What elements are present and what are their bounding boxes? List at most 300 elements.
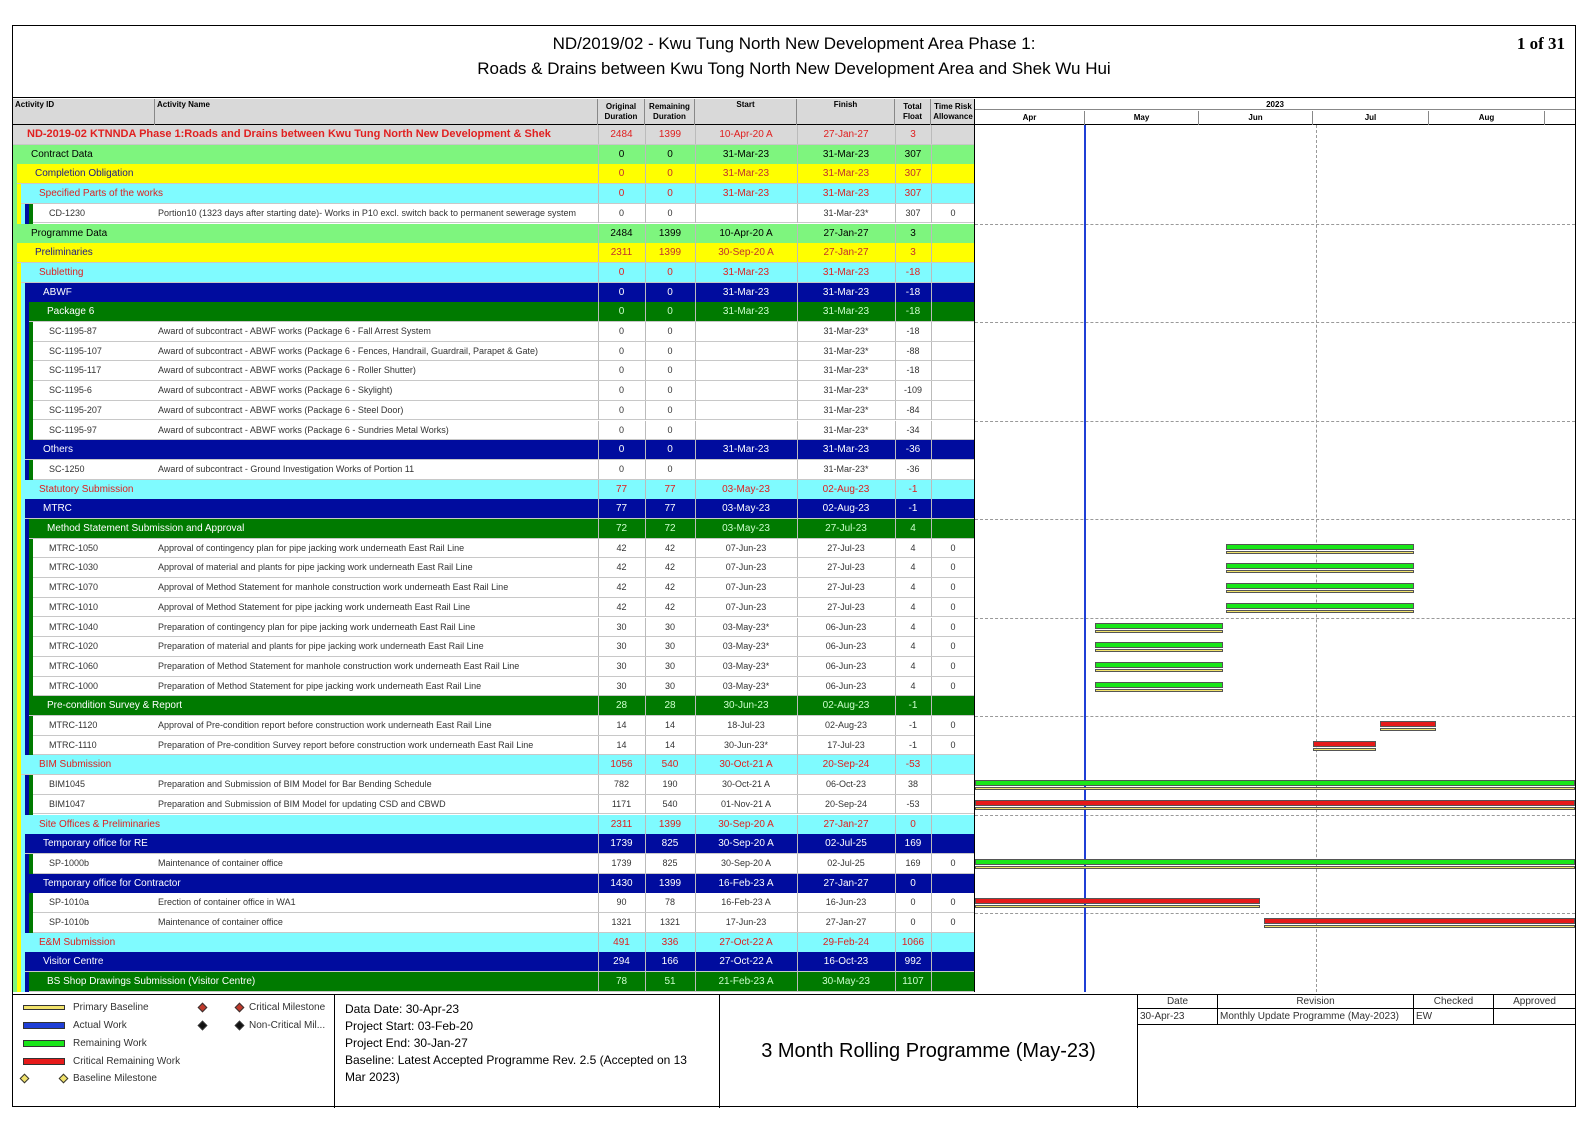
wbs-group-row[interactable]: [13, 243, 975, 263]
cell-finish: 31-Mar-23*: [823, 404, 869, 415]
row-gridline: [975, 618, 1575, 619]
cell-divider: [598, 637, 599, 656]
remaining-bar[interactable]: [1226, 603, 1414, 609]
col-total-float[interactable]: Total Float: [895, 99, 931, 125]
cell-divider: [895, 952, 896, 971]
cell-od: 30: [616, 621, 627, 632]
activity-id: SC-1250: [49, 463, 85, 474]
cell-tf: 0: [910, 917, 916, 927]
cell-divider: [645, 204, 646, 223]
cell-start: 31-Mar-23: [722, 266, 770, 278]
level-stripe: [17, 184, 21, 204]
col-start[interactable]: Start: [695, 99, 797, 125]
cell-divider: [931, 618, 932, 637]
col-time-risk[interactable]: Time Risk Allowance: [933, 102, 973, 121]
cell-tra: [931, 755, 975, 774]
cell-tra: [931, 933, 975, 952]
activity-name: Erection of container office in WA1: [158, 897, 296, 908]
critical-bar[interactable]: [975, 800, 1575, 806]
level-stripe: [29, 736, 33, 756]
remaining-bar[interactable]: [1095, 682, 1223, 688]
cell-divider: [895, 243, 896, 262]
activity-row[interactable]: [13, 361, 975, 381]
activity-row[interactable]: [13, 598, 975, 618]
cell-divider: [645, 736, 646, 755]
activity-row[interactable]: [13, 342, 975, 362]
level-stripe: [17, 263, 21, 283]
wbs-group-row[interactable]: [13, 164, 975, 184]
critical-bar[interactable]: [1380, 721, 1436, 727]
activity-row[interactable]: [13, 893, 975, 913]
cell-divider: [895, 637, 896, 656]
wbs-group-row[interactable]: [13, 755, 975, 775]
cell-divider: [695, 716, 696, 735]
cell-start: 30-Sep-20 A: [718, 247, 774, 259]
cell-divider: [931, 933, 932, 952]
cell-divider: [931, 421, 932, 440]
cell-divider: [931, 874, 932, 893]
cell-tra: 0: [950, 917, 956, 927]
cell-divider: [797, 677, 798, 696]
cell-tra: [931, 834, 975, 853]
remaining-bar[interactable]: [975, 780, 1575, 786]
cell-finish: 31-Mar-23: [822, 444, 870, 456]
critical-milestone-icon: [198, 1003, 208, 1013]
critical-bar[interactable]: [1313, 741, 1377, 747]
cell-divider: [797, 125, 798, 144]
remaining-bar[interactable]: [975, 859, 1575, 865]
cell-divider: [895, 598, 896, 617]
cell-finish: 31-Mar-23*: [823, 365, 869, 376]
cell-od: 1056: [610, 759, 633, 771]
wbs-group-row[interactable]: [13, 874, 975, 894]
cell-divider: [797, 558, 798, 577]
activity-row[interactable]: [13, 716, 975, 736]
cell-start: 03-May-23: [722, 483, 770, 495]
cell-tf: -18: [905, 306, 921, 318]
baseline-bar: [975, 905, 1260, 908]
cell-divider: [797, 342, 798, 361]
cell-divider: [895, 224, 896, 243]
cell-divider: [931, 598, 932, 617]
col-activity-id[interactable]: Activity ID: [13, 99, 155, 125]
activity-id: MTRC-1030: [49, 562, 99, 573]
activity-row[interactable]: [13, 558, 975, 578]
cell-finish: 27-Jan-27: [823, 818, 869, 830]
cell-divider: [797, 913, 798, 932]
baseline-bar: [975, 866, 1575, 869]
activity-row[interactable]: [13, 381, 975, 401]
row-gridline: [975, 815, 1575, 816]
col-finish[interactable]: Finish: [797, 99, 895, 125]
cell-tf: 307: [904, 188, 922, 200]
cell-divider: [695, 755, 696, 774]
baseline-bar: [1095, 649, 1223, 652]
critical-bar[interactable]: [975, 898, 1260, 904]
activity-id: SP-1010a: [49, 897, 90, 908]
cell-tra: [931, 322, 975, 341]
cell-start: 03-May-23: [722, 503, 770, 515]
wbs-group-row[interactable]: [13, 499, 975, 519]
cell-rd: 78: [664, 897, 675, 908]
baseline-milestone-icon: [59, 1074, 69, 1084]
cell-finish: 02-Jul-25: [825, 838, 867, 850]
activity-name: Preparation of Method Statement for manhole construction work underneath East Rail Line: [158, 660, 520, 671]
baseline-bar: [1226, 590, 1414, 593]
wbs-group-row[interactable]: [13, 519, 975, 539]
cell-divider: [895, 913, 896, 932]
cell-finish: 27-Jan-27: [823, 247, 869, 259]
baseline-bar: [1095, 669, 1223, 672]
level-stripe: [17, 815, 21, 835]
activity-name: Approval of Method Statement for manhole construction work underneath East Rail Line: [158, 582, 509, 593]
cell-tf: 4: [910, 641, 916, 652]
cell-divider: [598, 854, 599, 873]
cell-divider: [598, 283, 599, 302]
level-stripe: [13, 164, 17, 184]
cell-rd: 1399: [658, 247, 682, 259]
rev-revision: Monthly Update Programme (May-2023): [1218, 1009, 1414, 1025]
cell-divider: [895, 736, 896, 755]
cell-divider: [645, 755, 646, 774]
level-stripe: [17, 755, 21, 775]
cell-start: 10-Apr-20 A: [719, 227, 773, 239]
col-remaining-duration[interactable]: Remaining Duration: [645, 99, 695, 125]
cell-start: 03-May-23*: [722, 621, 770, 632]
cell-tf: 4: [910, 523, 916, 534]
rev-approved: [1494, 1009, 1575, 1025]
cell-start: 03-May-23*: [722, 641, 770, 652]
cell-rd: 51: [664, 976, 676, 988]
group-name: Subletting: [39, 266, 84, 278]
activity-row[interactable]: [13, 322, 975, 342]
cell-od: 42: [616, 542, 627, 553]
cell-divider: [695, 283, 696, 302]
cell-finish: 30-May-23: [822, 976, 870, 988]
wbs-group-row[interactable]: [13, 184, 975, 204]
cell-finish: 31-Mar-23: [822, 188, 870, 200]
cell-divider: [695, 224, 696, 243]
cell-divider: [695, 834, 696, 853]
row-gridline: [975, 421, 1575, 422]
cell-od: 1321: [611, 917, 632, 927]
project-info: [335, 995, 720, 1108]
activity-row[interactable]: [13, 637, 975, 657]
cell-finish: 27-Jan-27: [823, 227, 869, 239]
cell-divider: [695, 342, 696, 361]
cell-start: 17-Jun-23: [725, 917, 767, 927]
cell-finish: 27-Jul-23: [827, 542, 865, 553]
cell-divider: [695, 519, 696, 538]
cell-divider: [598, 874, 599, 893]
cell-divider: [931, 322, 932, 341]
cell-divider: [895, 460, 896, 479]
cell-divider: [931, 558, 932, 577]
cell-divider: [931, 499, 932, 518]
cell-divider: [931, 224, 932, 243]
activity-row[interactable]: [13, 578, 975, 598]
cell-divider: [695, 480, 696, 499]
group-name: Others: [43, 444, 74, 456]
activity-name: Maintenance of container office: [158, 917, 283, 927]
activity-row[interactable]: [13, 421, 975, 441]
wbs-group-row[interactable]: [13, 145, 975, 165]
cell-tra: [931, 184, 975, 203]
cell-divider: [645, 913, 646, 932]
activity-name: Award of subcontract - ABWF works (Package 6 - Roller Shutter): [158, 365, 416, 376]
cell-divider: [645, 874, 646, 893]
activity-row[interactable]: [13, 775, 975, 795]
cell-start: 27-Oct-22 A: [719, 956, 773, 968]
activity-row[interactable]: [13, 539, 975, 559]
activity-name: Award of subcontract - ABWF works (Package 6 - Skylight): [158, 385, 393, 396]
cell-divider: [931, 893, 932, 912]
level-stripe: [29, 322, 33, 342]
level-stripe: [21, 499, 25, 519]
cell-divider: [797, 322, 798, 341]
cell-rd: 42: [664, 582, 675, 593]
baseline-bar: [1226, 610, 1414, 613]
wbs-group-row[interactable]: [13, 696, 975, 716]
cell-tra: [931, 795, 975, 814]
row-gridline: [975, 913, 1575, 914]
cell-divider: [895, 972, 896, 991]
cell-od: 2484: [610, 129, 633, 140]
level-stripe: [29, 913, 33, 933]
cell-tf: 307: [904, 148, 922, 160]
cell-divider: [645, 499, 646, 518]
activity-id: MTRC-1120: [49, 720, 98, 730]
cell-rd: 42: [664, 542, 675, 553]
cell-divider: [895, 381, 896, 400]
cell-divider: [931, 637, 932, 656]
cell-rd: 42: [664, 562, 675, 573]
rev-date: 30-Apr-23: [1138, 1009, 1218, 1025]
legend-remaining-work: Remaining Work: [73, 1038, 147, 1049]
col-original-duration[interactable]: Original Duration: [598, 99, 645, 125]
cell-tra: 0: [950, 660, 956, 671]
cell-tra: [931, 440, 975, 459]
cell-start: 10-Apr-20 A: [719, 129, 773, 140]
cell-divider: [695, 243, 696, 262]
wbs-group-row[interactable]: [13, 834, 975, 854]
cell-divider: [895, 558, 896, 577]
level-stripe: [21, 283, 25, 303]
cell-od: 0: [618, 306, 625, 318]
cell-divider: [797, 795, 798, 814]
cell-finish: 27-Jul-23: [825, 523, 867, 534]
activity-row[interactable]: [13, 460, 975, 480]
cell-finish: 27-Jul-23: [827, 582, 865, 593]
critical-bar[interactable]: [1264, 918, 1575, 924]
activity-row[interactable]: [13, 204, 975, 224]
cell-tf: 3: [910, 247, 916, 259]
cell-finish: 31-Mar-23*: [823, 207, 869, 218]
wbs-group-row[interactable]: [13, 125, 975, 145]
level-stripe: [29, 657, 33, 677]
cell-start: 07-Jun-23: [725, 562, 767, 573]
cell-divider: [598, 558, 599, 577]
cell-tra: [931, 302, 975, 321]
level-stripe: [25, 696, 29, 716]
cell-divider: [797, 283, 798, 302]
cell-tra: [931, 401, 975, 420]
activity-row[interactable]: [13, 618, 975, 638]
cell-od: 30: [616, 680, 627, 691]
baseline-bar: [1380, 728, 1436, 731]
wbs-group-row[interactable]: [13, 224, 975, 244]
cell-rd: 0: [667, 286, 673, 298]
cell-start: 07-Jun-23: [725, 582, 767, 593]
cell-start: 27-Oct-22 A: [719, 936, 773, 948]
activity-name: Approval of material and plants for pipe jacking work underneath East Rail Line: [158, 562, 473, 573]
cell-divider: [895, 263, 896, 282]
activity-row[interactable]: [13, 736, 975, 756]
cell-divider: [598, 952, 599, 971]
row-gridline: [975, 224, 1575, 225]
cell-divider: [598, 164, 599, 183]
cell-divider: [695, 815, 696, 834]
cell-start: 03-May-23*: [722, 660, 770, 671]
cell-divider: [895, 283, 896, 302]
cell-divider: [695, 972, 696, 991]
cell-divider: [797, 755, 798, 774]
cell-od: 77: [615, 503, 628, 515]
cell-divider: [695, 893, 696, 912]
cell-divider: [797, 421, 798, 440]
cell-tf: -84: [906, 404, 920, 415]
wbs-group-row[interactable]: [13, 480, 975, 500]
cell-divider: [695, 637, 696, 656]
col-activity-name[interactable]: Activity Name: [155, 99, 598, 125]
cell-divider: [895, 677, 896, 696]
rev-checked: EW: [1414, 1009, 1494, 1025]
page-frame: [12, 25, 1576, 1107]
cell-tf: -34: [906, 424, 920, 435]
remaining-bar[interactable]: [1226, 563, 1414, 569]
cell-divider: [931, 361, 932, 380]
cell-divider: [931, 696, 932, 715]
cell-divider: [695, 204, 696, 223]
page-number: 1 of 31: [1516, 34, 1565, 53]
activity-row[interactable]: [13, 401, 975, 421]
cell-divider: [797, 736, 798, 755]
cell-divider: [931, 342, 932, 361]
cell-od: 42: [616, 582, 627, 593]
wbs-group-row[interactable]: [13, 952, 975, 972]
cell-start: 07-Jun-23: [725, 601, 767, 612]
cell-divider: [797, 361, 798, 380]
wbs-group-row[interactable]: [13, 283, 975, 303]
cell-rd: 166: [661, 956, 679, 968]
cell-od: 0: [618, 365, 624, 376]
cell-tf: -18: [906, 326, 920, 336]
activity-row[interactable]: [13, 657, 975, 677]
cell-divider: [797, 696, 798, 715]
cell-od: 491: [613, 936, 630, 948]
cell-tra: 0: [950, 562, 956, 573]
baseline-bar: [1095, 689, 1223, 692]
cell-divider: [931, 854, 932, 873]
activity-name: Preparation of contingency plan for pipe jacking work underneath East Rail Line: [158, 621, 476, 632]
wbs-group-row[interactable]: [13, 815, 975, 835]
cell-divider: [931, 578, 932, 597]
cell-start: 31-Mar-23: [722, 286, 770, 298]
wbs-group-row[interactable]: [13, 263, 975, 283]
cell-rd: 825: [661, 838, 679, 850]
cell-start: 31-Mar-23: [722, 148, 770, 160]
cell-rd: 42: [664, 601, 675, 612]
group-name: Method Statement Submission and Approval: [47, 523, 245, 534]
cell-rd: 0: [667, 463, 673, 474]
cell-divider: [895, 519, 896, 538]
cell-divider: [895, 421, 896, 440]
activity-name: Award of subcontract - ABWF works (Package 6 - Fences, Handrail, Guardrail, Parapet & Gate): [158, 345, 538, 356]
cell-divider: [797, 539, 798, 558]
cell-divider: [797, 164, 798, 183]
cell-divider: [695, 263, 696, 282]
activity-row[interactable]: [13, 913, 975, 933]
remaining-bar[interactable]: [1095, 642, 1223, 648]
cell-finish: 27-Jul-23: [827, 601, 865, 612]
timescale-year: 2023: [975, 99, 1575, 110]
cell-start: 16-Feb-23 A: [718, 877, 774, 889]
wbs-group-row[interactable]: [13, 972, 975, 992]
cell-divider: [895, 204, 896, 223]
group-name: Package 6: [47, 306, 95, 318]
activity-name: Approval of contingency plan for pipe jacking work underneath East Rail Line: [158, 542, 465, 553]
actual-work-swatch: [23, 1022, 65, 1029]
cell-tf: 0: [910, 818, 916, 830]
cell-divider: [645, 795, 646, 814]
cell-tra: [931, 480, 975, 499]
remaining-bar[interactable]: [1095, 662, 1223, 668]
cell-start: 30-Jun-23: [723, 700, 769, 712]
cell-divider: [598, 499, 599, 518]
activity-row[interactable]: [13, 795, 975, 815]
activity-name: Award of subcontract - ABWF works (Package 6 - Fall Arrest System: [158, 326, 431, 336]
cell-rd: 540: [661, 759, 679, 771]
cell-divider: [895, 539, 896, 558]
cell-tra: [931, 263, 975, 282]
level-stripe: [21, 952, 25, 972]
remaining-bar[interactable]: [1095, 623, 1223, 629]
cell-divider: [931, 283, 932, 302]
cell-finish: 31-Mar-23*: [823, 463, 869, 474]
cell-divider: [645, 539, 646, 558]
wbs-group-row[interactable]: [13, 933, 975, 953]
cell-divider: [895, 874, 896, 893]
cell-finish: 16-Jun-23: [825, 897, 867, 908]
remaining-bar[interactable]: [1226, 583, 1414, 589]
remaining-bar[interactable]: [1226, 544, 1414, 550]
cell-od: 2311: [610, 247, 633, 259]
cell-divider: [931, 401, 932, 420]
cell-divider: [695, 933, 696, 952]
cell-divider: [645, 361, 646, 380]
cell-divider: [797, 440, 798, 459]
cell-finish: 29-Feb-24: [822, 936, 870, 948]
cell-finish: 31-Mar-23*: [823, 345, 869, 356]
level-stripe: [29, 342, 33, 362]
wbs-group-row[interactable]: [13, 440, 975, 460]
cell-divider: [598, 972, 599, 991]
activity-row[interactable]: [13, 677, 975, 697]
wbs-group-row[interactable]: [13, 302, 975, 322]
cell-divider: [797, 854, 798, 873]
cell-divider: [895, 618, 896, 637]
activity-row[interactable]: [13, 854, 975, 874]
